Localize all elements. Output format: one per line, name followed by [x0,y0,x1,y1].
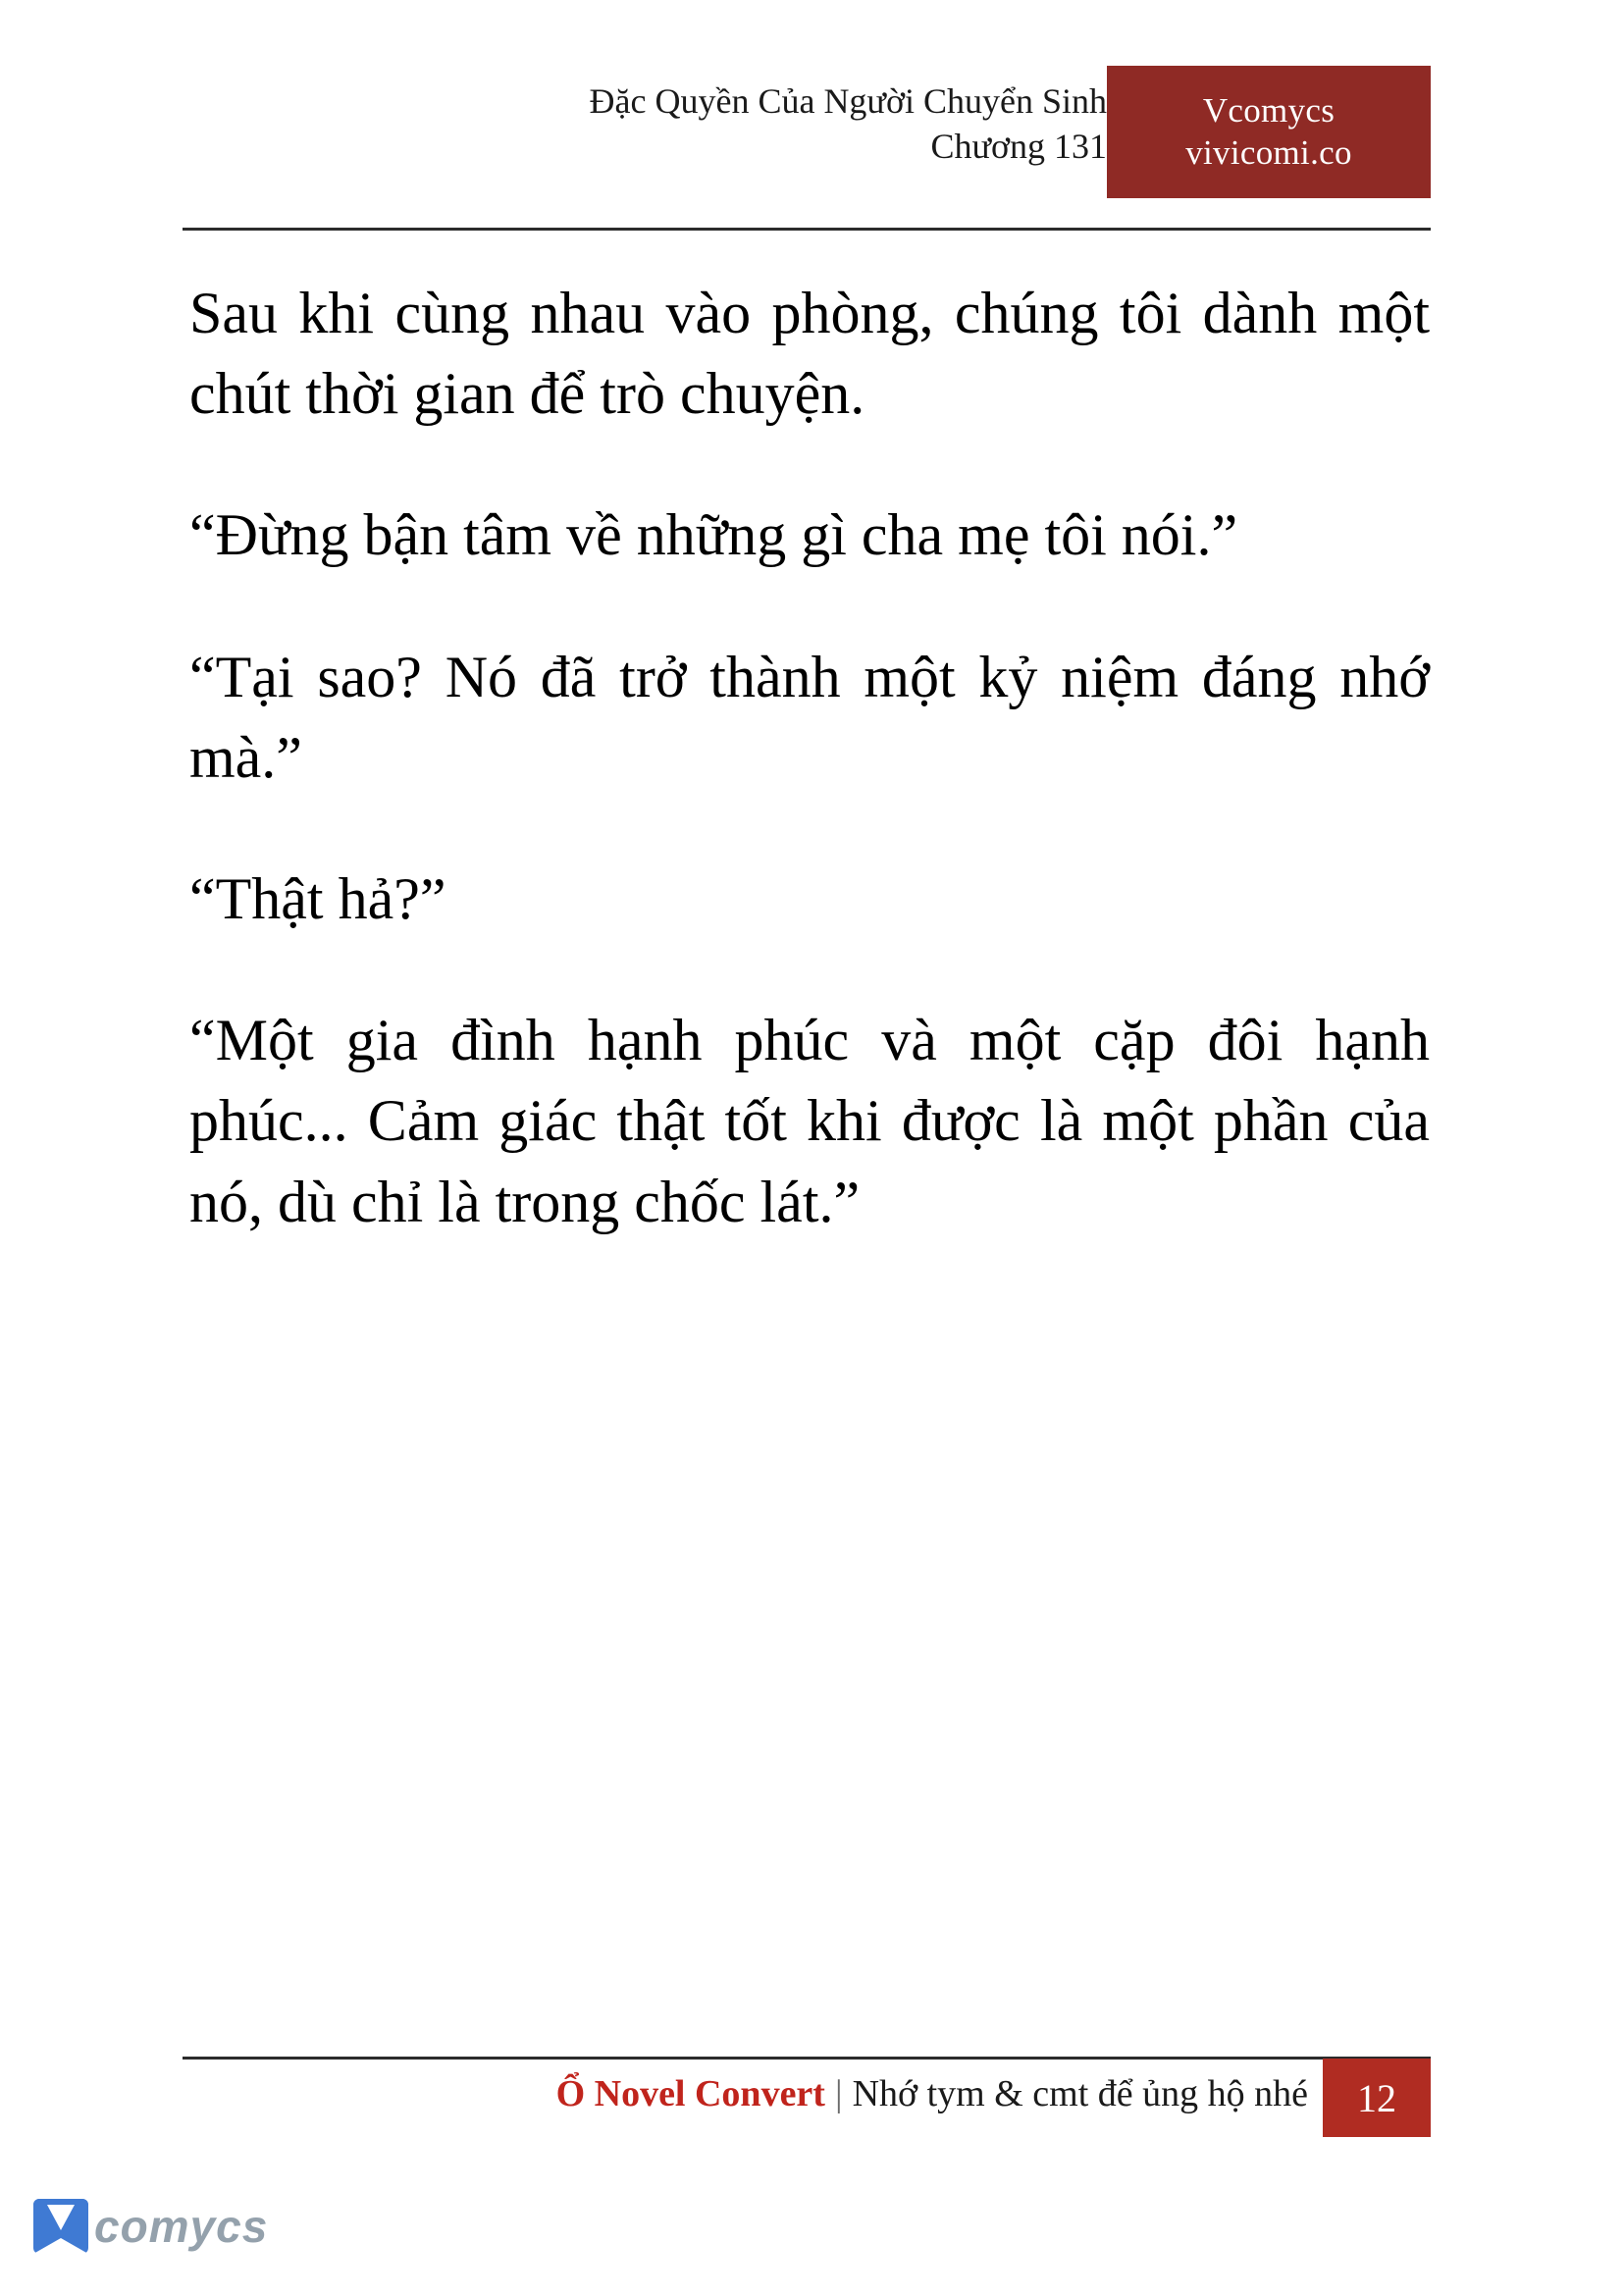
v-logo-icon [33,2199,88,2254]
footer-divider [183,2057,1431,2060]
site-badge [1107,66,1431,198]
watermark-label: comycs [94,2201,269,2252]
paragraph: Sau khi cùng nhau vào phòng, chúng tôi dành một chút thời gian để trò chuyện. [189,281,1430,427]
footer-brand: Ổ Novel Convert [555,2073,825,2114]
vcomycs-watermark [33,2186,288,2267]
novel-title: Đặc Quyền Của Người Chuyển Sinh [589,81,1107,121]
paragraph: “Tại sao? Nó đã trở thành một kỷ niệm đáng nhớ mà.” [189,644,1430,790]
page-footer [183,2064,1431,2139]
paragraph: “Thật hả?” [189,865,446,931]
page-number: 12 [1323,2059,1431,2137]
paragraph: “Một gia đình hạnh phúc và một cặp đôi hạnh phúc... Cảm giác thật tốt khi được là một phần của nó, dù chỉ là trong chốc lát.” [189,1008,1430,1234]
page-content [189,273,1438,1242]
paragraph: “Đừng bận tâm về những gì cha mẹ tôi nói.” [189,502,1238,568]
header-title-group [590,78,1107,169]
page-header [183,78,1431,226]
site-url: vivicomi.co [1185,132,1352,172]
footer-credit [556,2072,1308,2115]
header-divider [183,228,1431,231]
footer-separator: | [834,2073,843,2114]
footer-note: Nhớ tym & cmt để ủng hộ nhé [852,2073,1308,2114]
chapter-title: Chương 131 [930,127,1107,167]
site-name: Vcomycs [1202,90,1336,130]
